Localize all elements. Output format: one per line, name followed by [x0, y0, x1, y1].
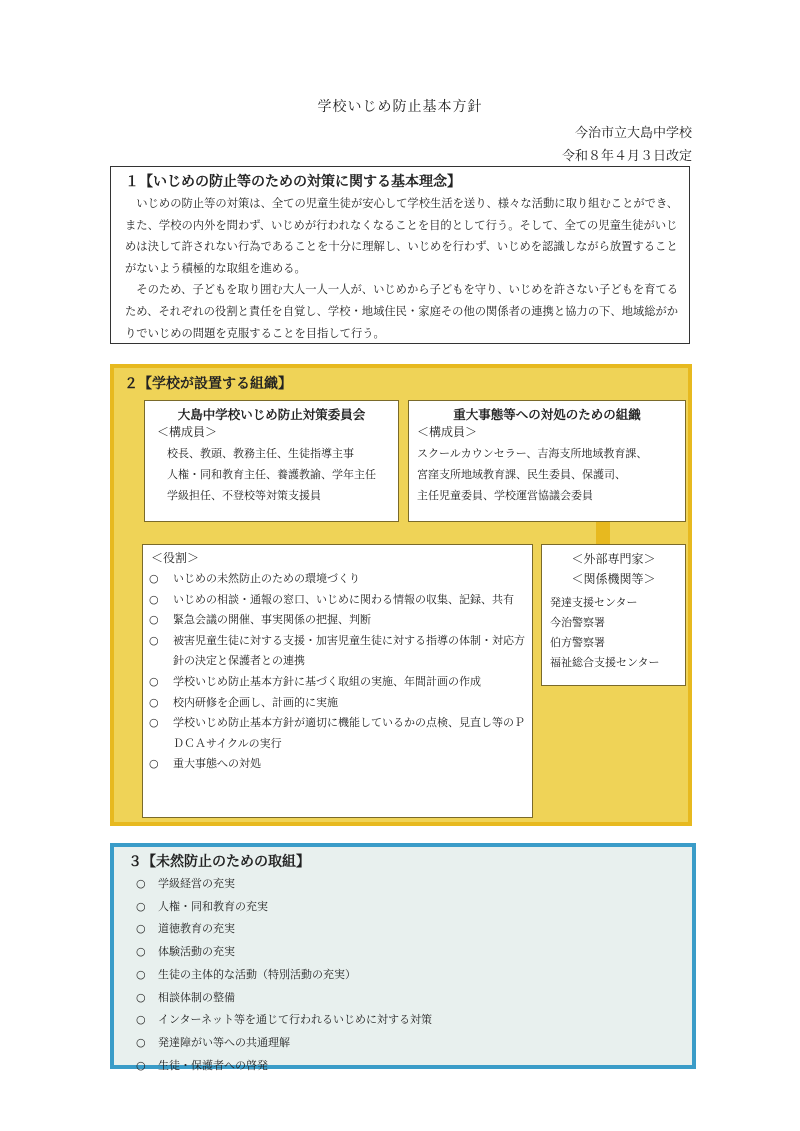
circle-bullet-icon: ○	[136, 1058, 146, 1072]
members-list	[167, 443, 376, 506]
list-item: ○ インターネット等を通じて行われるいじめに対する対策	[136, 1009, 432, 1032]
list-item: 福祉総合支援センター	[550, 656, 660, 669]
experts-list	[550, 593, 660, 673]
list-item: ○ 緊急会議の開催、事実関係の把握、判断	[149, 610, 527, 631]
list-item: ○ 生徒・保護者への啓発	[136, 1055, 432, 1078]
members-line: 学級担任、不登校等対策支援員	[167, 489, 321, 502]
list-item: ○ いじめの相談・通報の窓口、いじめに関わる情報の収集、記録、共有	[149, 590, 527, 611]
list-item: ○ 人権・同和教育の充実	[136, 896, 432, 919]
members-line: 主任児童委員、学校運営協議会委員	[417, 489, 593, 502]
members-label: ＜構成員＞	[157, 425, 218, 439]
section-prevention-efforts	[110, 843, 696, 1072]
circle-bullet-icon: ○	[136, 922, 146, 936]
circle-bullet-icon: ○	[136, 990, 146, 1004]
members-line: 宮窪支所地域教育課、民生委員、保護司、	[417, 468, 626, 481]
circle-bullet-icon: ○	[149, 613, 159, 627]
members-line: 人権・同和教育主任、養護教諭、学年主任	[167, 468, 376, 481]
list-item: ○ 道徳教育の充実	[136, 918, 432, 941]
section-body	[125, 193, 681, 344]
serious-incident-title: 重大事態等への対処のための組織	[453, 407, 641, 422]
connector-bar	[596, 522, 610, 546]
members-list	[417, 443, 647, 506]
list-item: ○ 相談体制の整備	[136, 987, 432, 1010]
list-item: ○ 生徒の主体的な活動（特別活動の充実）	[136, 964, 432, 987]
committee-box	[144, 400, 399, 522]
section-school-organization	[110, 364, 692, 826]
prevention-list	[136, 873, 432, 1077]
circle-bullet-icon: ○	[149, 674, 159, 688]
list-item: ○ 学校いじめ防止基本方針に基づく取組の実施、年間計画の作成	[149, 672, 527, 693]
circle-bullet-icon: ○	[136, 945, 146, 959]
list-item: 発達支援センター	[550, 596, 638, 609]
circle-bullet-icon: ○	[136, 967, 146, 981]
document-title: 学校いじめ防止基本方針	[317, 99, 483, 115]
circle-bullet-icon: ○	[136, 899, 146, 913]
list-item: 伯方警察署	[550, 636, 605, 649]
list-item: ○ 体験活動の充実	[136, 941, 432, 964]
external-experts-box	[541, 544, 686, 686]
section-basic-philosophy	[110, 166, 690, 344]
committee-title: 大島中学校いじめ防止対策委員会	[177, 407, 366, 422]
list-item: ○ 校内研修を企画し、計画的に実施	[149, 693, 527, 714]
paragraph: いじめの防止等の対策は、全ての児童生徒が安心して学校生活を送り、様々な活動に取り組むことができ、また、学校の内外を問わず、いじめが行われなくなることを目的として行う。そして、全ての児童生徒がいじめは決して許されない行為であることを十分に理解し、いじめを行わず、いじめを認識しながら放置することがないよう積極的な取組を進める。	[125, 197, 679, 275]
list-item: ○ 学級経営の充実	[136, 873, 432, 896]
section-heading: ３【未然防止のための取組】	[128, 854, 310, 870]
list-item: ○ いじめの未然防止のための環境づくり	[149, 569, 527, 590]
section-heading: ２【学校が設置する組織】	[124, 376, 292, 392]
circle-bullet-icon: ○	[149, 572, 159, 585]
members-line: スクールカウンセラー、吉海支所地域教育課、	[417, 447, 648, 460]
paragraph: そのため、子どもを取り囲む大人一人一人が、いじめから子どもを守り、いじめを許さない子どもを育てるため、それぞれの役割と責任を自覚し、学校・地域住民・家庭その他の関係者の連携と協力の下、地域総がかりでいじめの問題を克服することを目指して行う。	[125, 283, 679, 340]
experts-heading: ＜外部専門家＞ ＜関係機関等＞	[571, 552, 656, 586]
list-item: ○ 発達障がい等への共通理解	[136, 1032, 432, 1055]
circle-bullet-icon: ○	[149, 695, 159, 709]
members-line: 校長、教頭、教務主任、生徒指導主事	[167, 447, 354, 460]
serious-incident-box	[408, 400, 686, 522]
circle-bullet-icon: ○	[136, 877, 146, 890]
list-item: 今治警察署	[550, 616, 605, 629]
revision-date: 令和８年４月３日改定	[561, 149, 692, 164]
circle-bullet-icon: ○	[149, 592, 159, 606]
roles-box	[142, 544, 533, 818]
circle-bullet-icon: ○	[149, 633, 159, 647]
circle-bullet-icon: ○	[149, 757, 159, 771]
section-heading: １【いじめの防止等のための対策に関する基本理念】	[125, 174, 461, 190]
circle-bullet-icon: ○	[149, 716, 159, 730]
members-label: ＜構成員＞	[417, 425, 478, 439]
roles-list	[149, 569, 527, 775]
school-name: 今治市立大島中学校	[574, 126, 692, 141]
circle-bullet-icon: ○	[136, 1035, 146, 1049]
list-item: ○ 学校いじめ防止基本方針が適切に機能しているかの点検、見直し等のＰＤＣＡサイクルの実行	[149, 713, 527, 754]
list-item: ○ 重大事態への対処	[149, 754, 527, 775]
roles-heading: ＜役割＞	[151, 551, 200, 565]
list-item: ○ 被害児童生徒に対する支援・加害児童生徒に対する指導の体制・対応方針の決定と保護者との連携	[149, 631, 527, 672]
circle-bullet-icon: ○	[136, 1013, 146, 1027]
